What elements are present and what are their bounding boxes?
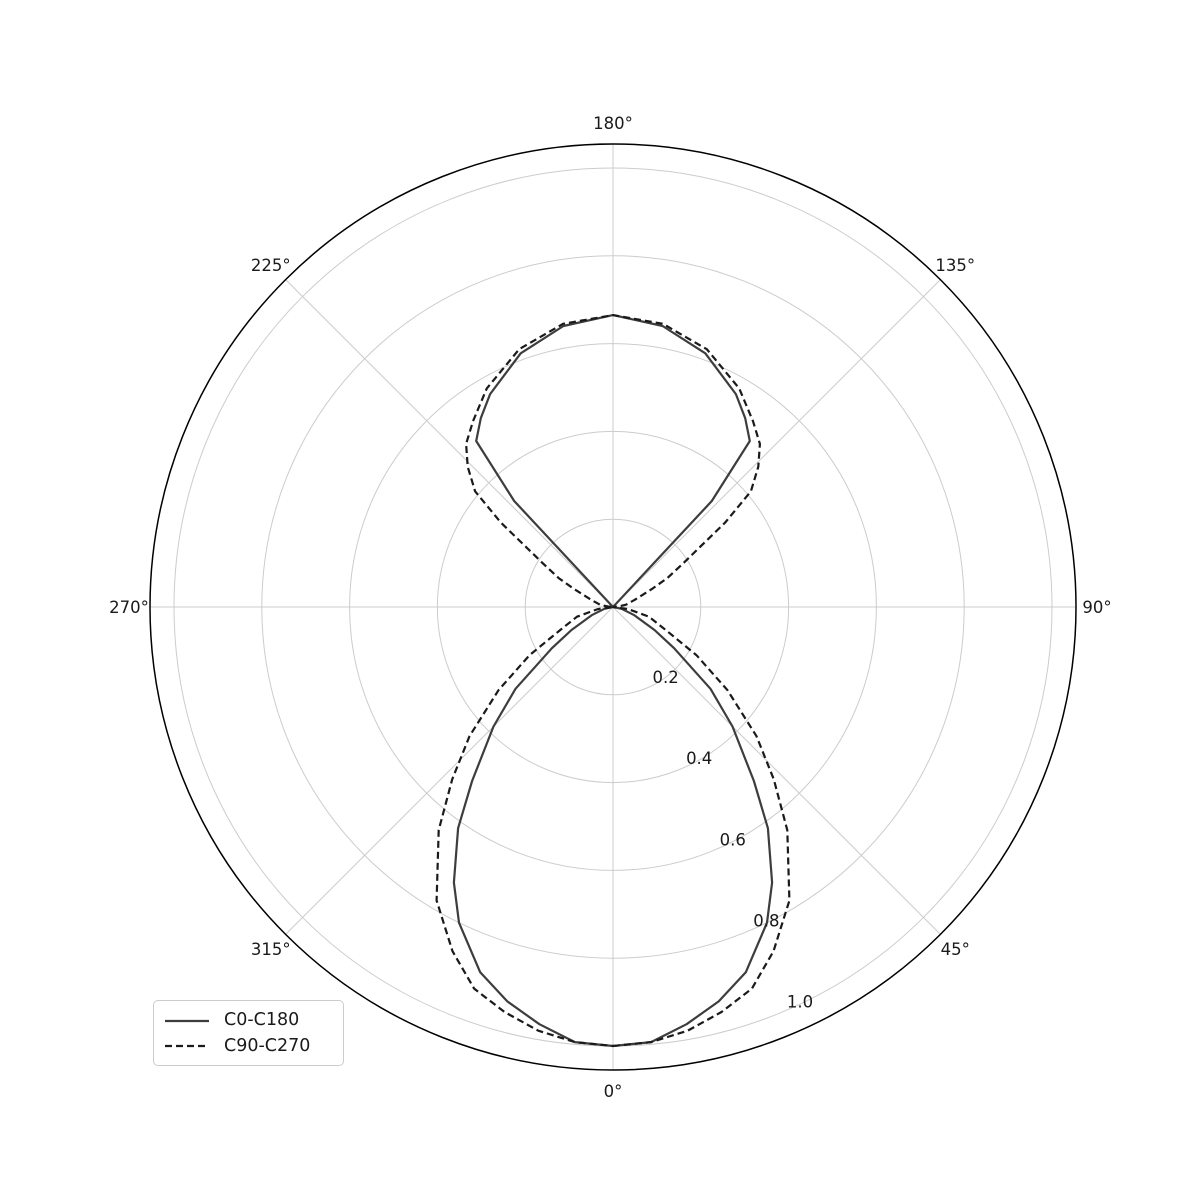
legend — [153, 1000, 344, 1066]
angular-tick-label: 225° — [250, 255, 291, 275]
angular-spoke — [613, 280, 940, 607]
angular-tick-label: 315° — [250, 940, 291, 960]
radial-tick-labels — [652, 668, 813, 1011]
legend-label-c0-c180: C0-C180 — [224, 1010, 300, 1030]
angular-spoke — [286, 280, 613, 607]
angular-tick-label: 135° — [935, 255, 976, 275]
legend-line-dashed-sample — [164, 1044, 210, 1048]
angular-tick-label: 45° — [940, 940, 970, 960]
radial-tick-label: 0.2 — [652, 668, 679, 688]
radial-tick-label: 0.4 — [686, 749, 713, 769]
angular-tick-label: 270° — [109, 598, 149, 617]
angular-spoke — [613, 607, 940, 934]
legend-item-c0-c180 — [164, 1008, 333, 1034]
legend-line-solid-sample — [164, 1019, 210, 1023]
legend-item-c90-c270 — [164, 1034, 333, 1060]
angular-tick-label: 90° — [1082, 598, 1112, 617]
angular-tick-label: 0° — [603, 1082, 623, 1101]
legend-label-c90-c270: C90-C270 — [224, 1035, 311, 1056]
radial-tick-label: 0.8 — [753, 911, 780, 931]
radial-tick-label: 1.0 — [786, 992, 814, 1012]
angular-tick-label: 180° — [593, 114, 633, 133]
angular-spoke — [286, 607, 613, 934]
radial-tick-label: 0.6 — [719, 830, 746, 850]
